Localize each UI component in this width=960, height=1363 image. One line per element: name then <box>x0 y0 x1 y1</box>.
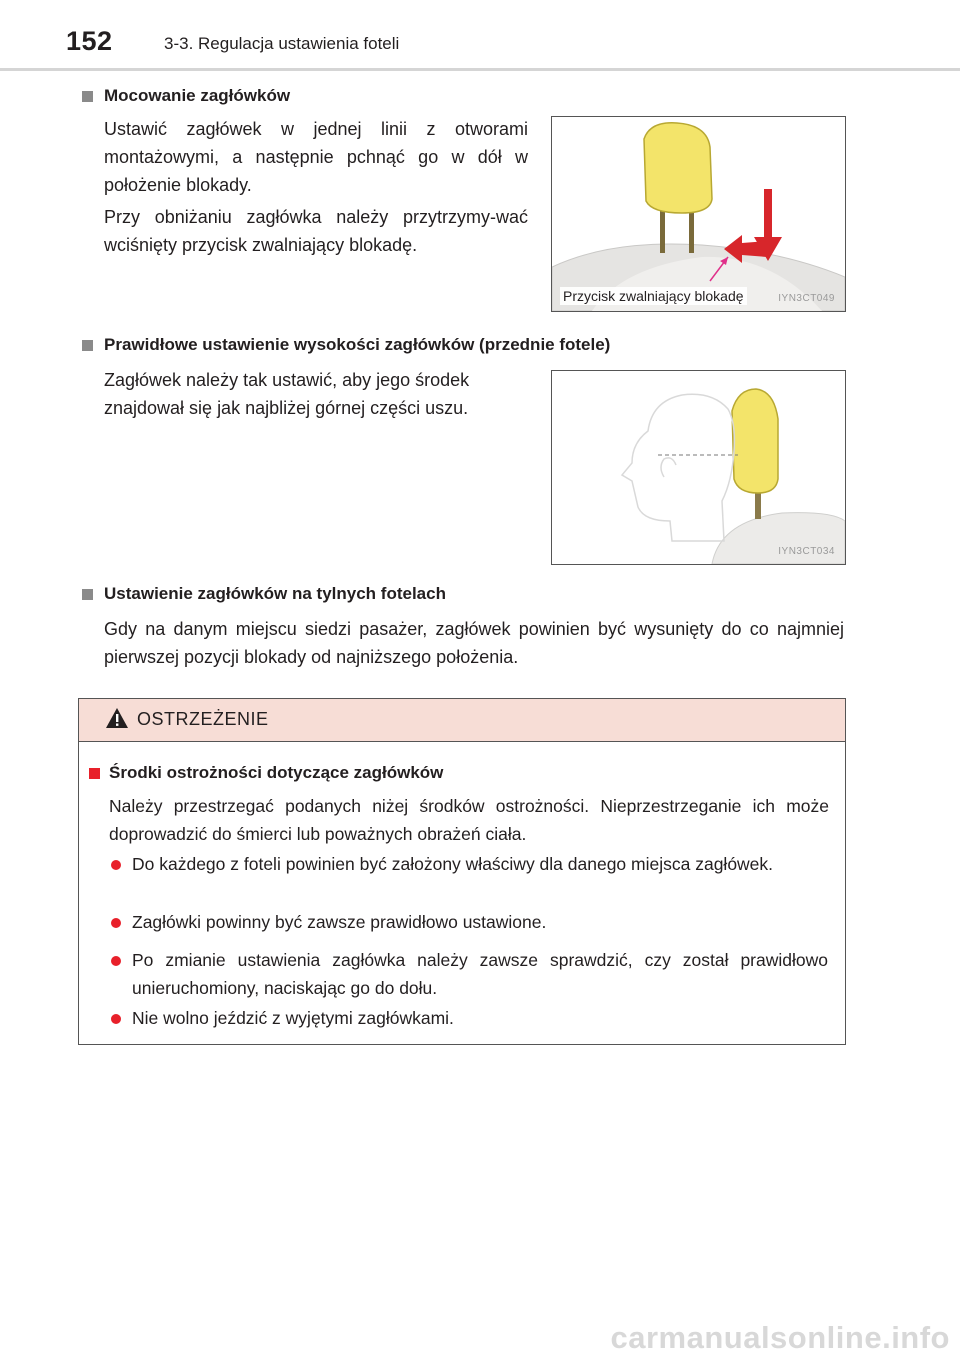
section-heading <box>82 335 610 355</box>
warning-header <box>79 699 845 742</box>
warning-bullet: Nie wolno jeździć z wyjętymi zagłówkami. <box>132 1008 454 1028</box>
red-square-bullet-icon <box>89 768 100 779</box>
page-header <box>66 26 926 66</box>
warning-label: OSTRZEŻENIE <box>137 709 269 729</box>
paragraph: Ustawić zagłówek w jednej linii z otworami montażowymi, a następnie pchnąć go w dół w położenie blokady. <box>104 119 528 195</box>
warning-box <box>78 698 846 1045</box>
figure-headrest-mounting <box>551 116 846 312</box>
headrest-height-illustration <box>552 371 845 564</box>
red-dot-bullet-icon <box>111 918 121 928</box>
figure-code: IYN3CT049 <box>778 293 835 304</box>
figure-caption: Przycisk zwalniający blokadę <box>560 287 747 305</box>
warning-heading <box>89 763 443 783</box>
paragraph: Przy obniżaniu zagłówka należy przytrzymy-wać wciśnięty przycisk zwalniający blokadę. <box>104 207 528 255</box>
warning-triangle-icon <box>105 707 129 729</box>
red-dot-bullet-icon <box>111 1014 121 1024</box>
warning-bullet: Po zmianie ustawienia zagłówka należy zawsze sprawdzić, czy został prawidłowo unieruchomiony, naciskając go do dołu. <box>132 950 828 998</box>
warning-bullet: Zagłówki powinny być zawsze prawidłowo ustawione. <box>132 912 547 932</box>
paragraph: Zagłówek należy tak ustawić, aby jego środek znajdował się jak najbliżej górnej części uszu. <box>104 370 470 418</box>
red-dot-bullet-icon <box>111 860 121 870</box>
square-bullet-icon <box>82 340 93 351</box>
watermark: carmanualsonline.info <box>610 1320 950 1355</box>
figure-code: IYN3CT034 <box>778 546 835 557</box>
figure-headrest-height <box>551 370 846 565</box>
warning-heading-text: Środki ostrożności dotyczące zagłówków <box>109 763 444 782</box>
warning-bullet: Do każdego z foteli powinien być założony właściwy dla danego miejsca zagłówek. <box>132 854 774 874</box>
headrest-mounting-illustration <box>552 117 845 311</box>
chapter-title: 3-3. Regulacja ustawienia foteli <box>164 34 400 53</box>
paragraph: Gdy na danym miejscu siedzi pasażer, zagłówek powinien być wysunięty do co najmniej pierwszej pozycji blokady od najniższego położenia. <box>104 619 844 667</box>
section-title: Ustawienie zagłówków na tylnych fotelach <box>104 584 446 603</box>
section-title: Prawidłowe ustawienie wysokości zagłówków (przednie fotele) <box>104 335 611 354</box>
page-number: 152 <box>66 26 113 56</box>
header-divider <box>0 68 960 71</box>
square-bullet-icon <box>82 91 93 102</box>
section-heading <box>82 86 290 106</box>
red-dot-bullet-icon <box>111 956 121 966</box>
section-heading <box>82 584 446 604</box>
square-bullet-icon <box>82 589 93 600</box>
warning-intro: Należy przestrzegać podanych niżej środków ostrożności. Nieprzestrzeganie ich może doprowadzić do śmierci lub poważnych obrażeń ciała. <box>109 796 829 844</box>
section-title: Mocowanie zagłówków <box>104 86 291 105</box>
